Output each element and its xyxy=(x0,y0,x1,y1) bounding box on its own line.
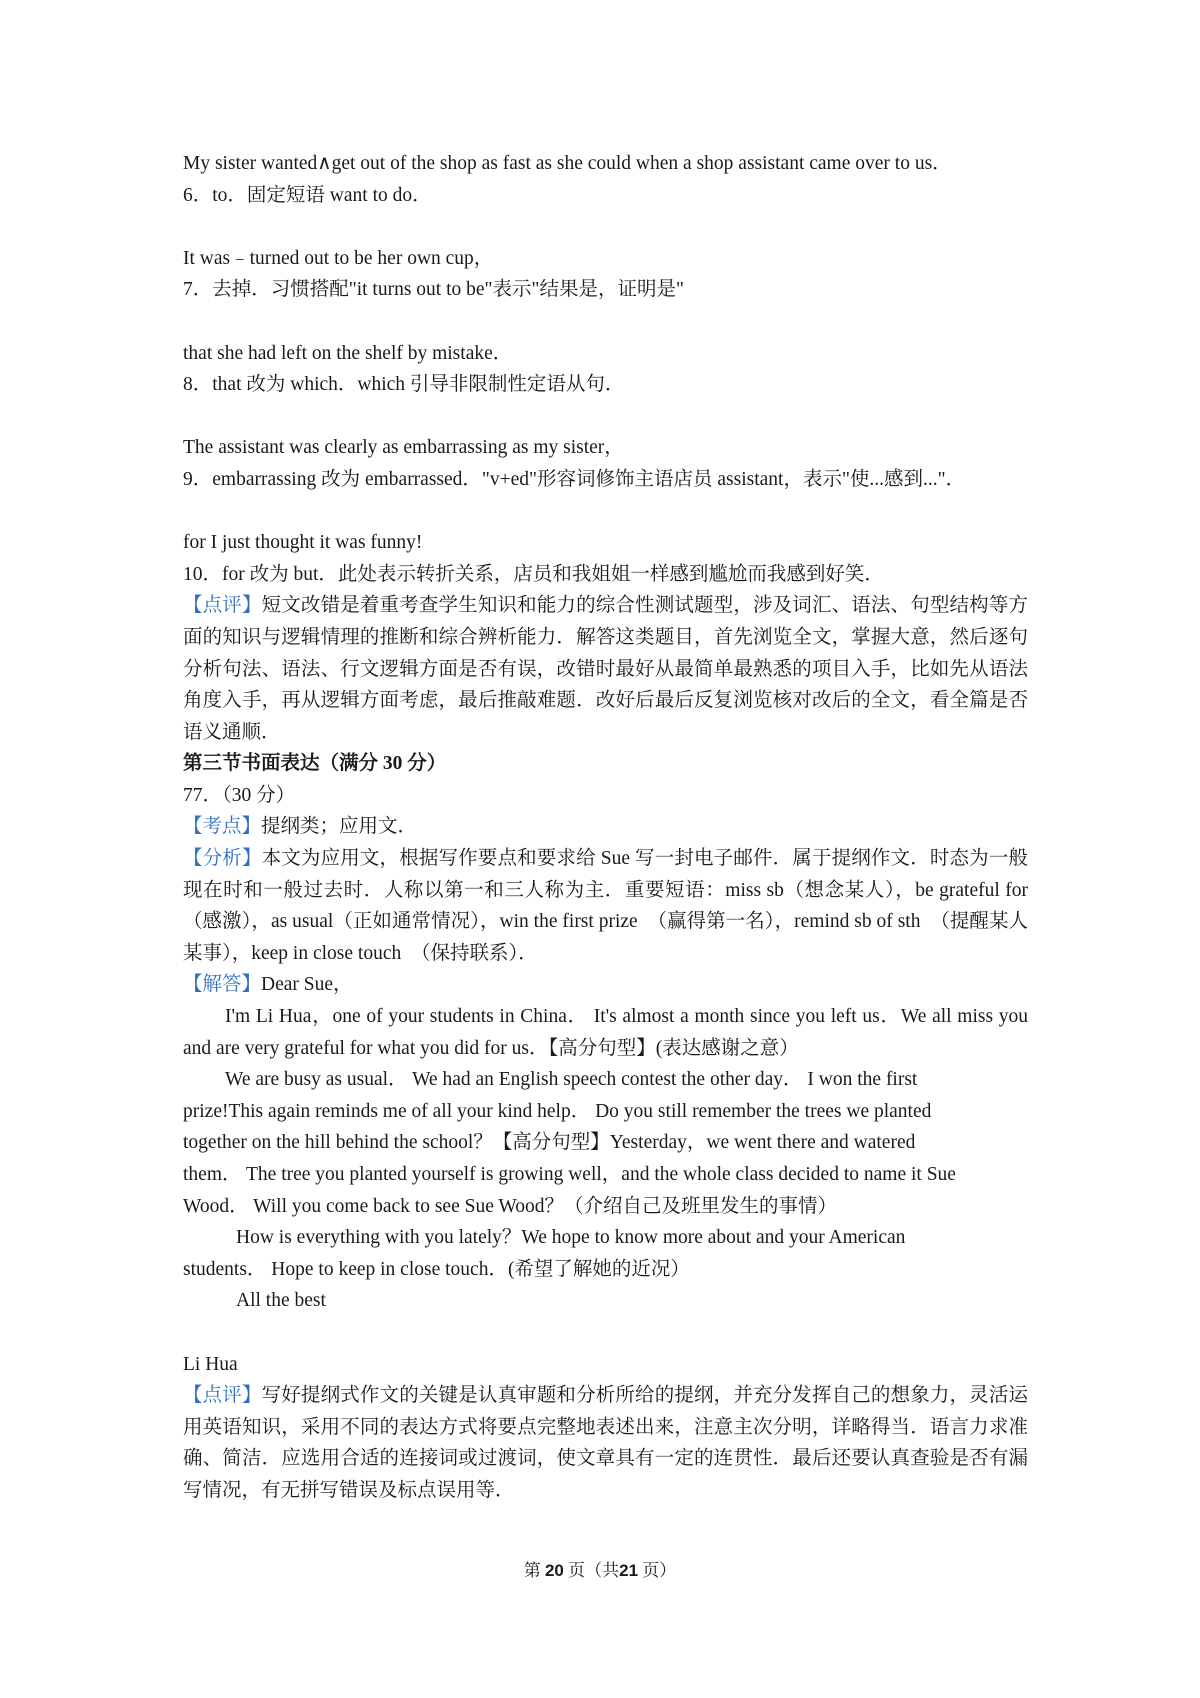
letter-paragraph-3 xyxy=(183,1222,1028,1285)
footer-page-number: 20 xyxy=(544,1561,564,1580)
letter-line: students． Hope to keep in close touch．(希望了解她的近况） xyxy=(183,1258,690,1280)
answer-10: 10．for 改为 but．此处表示转折关系，店员和我姐姐一样感到尴尬而我感到好笑． xyxy=(183,563,884,585)
document-body xyxy=(183,148,1028,1507)
sentence-10: for I just thought it was funny! xyxy=(183,532,423,554)
answer-7: 7．去掉．习惯搭配"it turns out to be"表示"结果是，证明是" xyxy=(183,279,684,301)
sentence-7: It was﹣turned out to be her own cup， xyxy=(183,247,494,269)
letter-line: together on the hill behind the school？【高分句型】Yesterday，we went there and watered xyxy=(183,1132,916,1154)
question-number: 77．（30 分） xyxy=(183,784,296,806)
letter-line: How is everything with you lately？We hope to know more about and your American xyxy=(236,1227,906,1249)
comment-text: 写好提纲式作文的关键是认真审题和分析所给的提纲，并充分发挥自己的想象力，灵活运用英语知识，采用不同的表达方式将要点完整地表述出来，注意主次分明，详略得当．语言力求准确、简洁．应选用合适的连接词或过渡词，使文章具有一定的连贯性．最后还要认真查验是否有漏写情况，有无拼写错误及标点误用等． xyxy=(183,1385,1028,1501)
letter-line: them． The tree you planted yourself is growing well，and the whole class decided to name it Sue xyxy=(183,1164,956,1185)
kaodian-text: 提纲类；应用文． xyxy=(261,816,418,838)
comment-label: 【点评】 xyxy=(183,1385,262,1407)
comment-label: 【点评】 xyxy=(183,595,262,617)
fenxi-block xyxy=(183,843,1028,969)
spacer xyxy=(183,401,1028,433)
sentence-9: The assistant was clearly as embarrassing as my sister， xyxy=(183,437,624,459)
spacer xyxy=(183,306,1028,338)
sentence-8: that she had left on the shelf by mistake． xyxy=(183,342,513,364)
section-title: 第三节书面表达（满分 30 分） xyxy=(183,753,447,775)
sentence-6: My sister wanted∧get out of the shop as fast as she could when a shop assistant came over to us． xyxy=(183,153,952,174)
comment-block-2 xyxy=(183,1380,1028,1506)
footer-suffix: 页） xyxy=(642,1561,677,1580)
spacer xyxy=(183,211,1028,243)
letter-greeting: Dear Sue， xyxy=(261,974,353,996)
kaodian-label: 【考点】 xyxy=(183,816,262,838)
jieda-block xyxy=(183,969,1028,1001)
footer-prefix: 第 xyxy=(523,1561,541,1580)
answer-9: 9．embarrassing 改为 embarrassed．"v+ed"形容词修饰主语店员 assistant，表示"使...感到..."． xyxy=(183,468,966,490)
kaodian-block xyxy=(183,811,1028,843)
letter-line: We are busy as usual． We had an English speech contest the other day． I won the first xyxy=(225,1069,918,1091)
comment-text: 短文改错是着重考查学生知识和能力的综合性测试题型，涉及词汇、语法、句型结构等方面的知识与逻辑情理的推断和综合辨析能力．解答这类题目，首先浏览全文，掌握大意，然后逐句分析句法、语法、行文逻辑方面是否有误，改错时最好从最简单最熟悉的项目入手，比如先从语法角度入手，再从逻辑方面考虑，最后推敲难题．改好后最后反复浏览核对改后的全文，看全篇是否语义通顺． xyxy=(183,595,1028,743)
letter-signature: Li Hua xyxy=(183,1353,238,1375)
fenxi-label: 【分析】 xyxy=(183,848,262,870)
footer-total-pages: 21 xyxy=(619,1561,639,1580)
comment-block-1 xyxy=(183,590,1028,748)
spacer xyxy=(183,1317,1028,1349)
letter-paragraph-2 xyxy=(183,1064,1028,1222)
jieda-label: 【解答】 xyxy=(183,974,262,996)
letter-closing: All the best xyxy=(236,1290,326,1312)
spacer xyxy=(183,496,1028,528)
answer-6: 6．to．固定短语 want to do． xyxy=(183,184,432,206)
answer-8: 8．that 改为 which．which 引导非限制性定语从句． xyxy=(183,374,625,396)
page-footer xyxy=(0,1556,1200,1581)
letter-line: prize!This again reminds me of all your kind help． Do you still remember the trees we planted xyxy=(183,1100,932,1122)
fenxi-text: 本文为应用文，根据写作要点和要求给 Sue 写一封电子邮件．属于提纲作文．时态为一般现在时和一般过去时．人称以第一和三人称为主．重要短语：miss sb（想念某人），be grateful for（感激），as usual（正如通常情况），win the first prize （赢得第一名），remind sb of sth （提醒某人某事），keep in close touch （保持联系）． xyxy=(183,848,1028,964)
footer-middle: 页（共 xyxy=(568,1561,620,1580)
letter-paragraph-1: I'm Li Hua，one of your students in China． It's almost a month since you left us．We all miss you and are very grateful for what you did for us．【高分句型】(表达感谢之意） xyxy=(183,1006,1028,1059)
letter-line: Wood． Will you come back to see Sue Wood？（介绍自己及班里发生的事情） xyxy=(183,1195,837,1217)
